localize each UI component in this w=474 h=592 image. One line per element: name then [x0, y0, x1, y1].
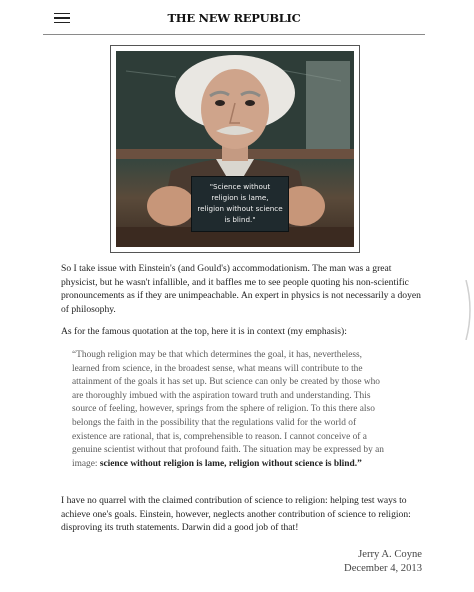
top-bar — [43, 0, 425, 35]
einstein-quotation — [72, 349, 388, 471]
quote-sign — [191, 176, 289, 232]
publish-date: December 4, 2013 — [344, 563, 422, 574]
quote-sign-line: religion without science — [197, 204, 283, 213]
article-signature — [344, 548, 422, 576]
quote-emphasis: science without religion is lame, religion without science is blind. — [99, 458, 358, 469]
page-edge-curve — [464, 280, 474, 340]
article-paragraph-2: As for the famous quotation at the top, here it is in context (my emphasis): — [61, 326, 347, 337]
quote-sign-line: "Science without — [209, 182, 271, 191]
quote-sign-line: religion is lame, — [211, 193, 269, 202]
article-paragraph-3: I have no quarrel with the claimed contribution of science to religion: helping test ways to achieve one's goals. Einstein, however, neglects another contribution of science to religion: disproving its truth statements. Darwin did a good job of that! — [61, 495, 411, 534]
quote-text: “Though religion may be that which determines the goal, it has, nevertheless, learned from science, in the broadest sense, what means will contribute to the attainment of the goals it has set up. But science can only be created by those who are thoroughly imbued with the aspiration toward truth and understanding. This source of feeling, however, springs from the sphere of religion. To this there also belongs the faith in the possibility that the regulations valid for the world of existence are rational, that is, comprehensible to reason. I cannot conceive of a genuine scientist without that profound faith. The situation may be expressed by an image: — [72, 350, 384, 469]
article-photo — [110, 45, 360, 253]
masthead-logo[interactable]: THE NEW REPUBLIC — [167, 11, 301, 25]
quote-close-mark: ” — [357, 458, 362, 469]
article-paragraph-1: So I take issue with Einstein's (and Gould's) accommodationism. The man was a great physicist, but he wasn't infallible, and it baffles me to see people quoting his non-scientific pronouncements as if they are unimpeachable. An expert in physics is not necessarily a doyen of philosophy. — [61, 263, 421, 315]
quote-sign-line: is blind." — [224, 215, 256, 224]
einstein-photo — [116, 51, 354, 247]
author-name: Jerry A. Coyne — [358, 549, 422, 560]
